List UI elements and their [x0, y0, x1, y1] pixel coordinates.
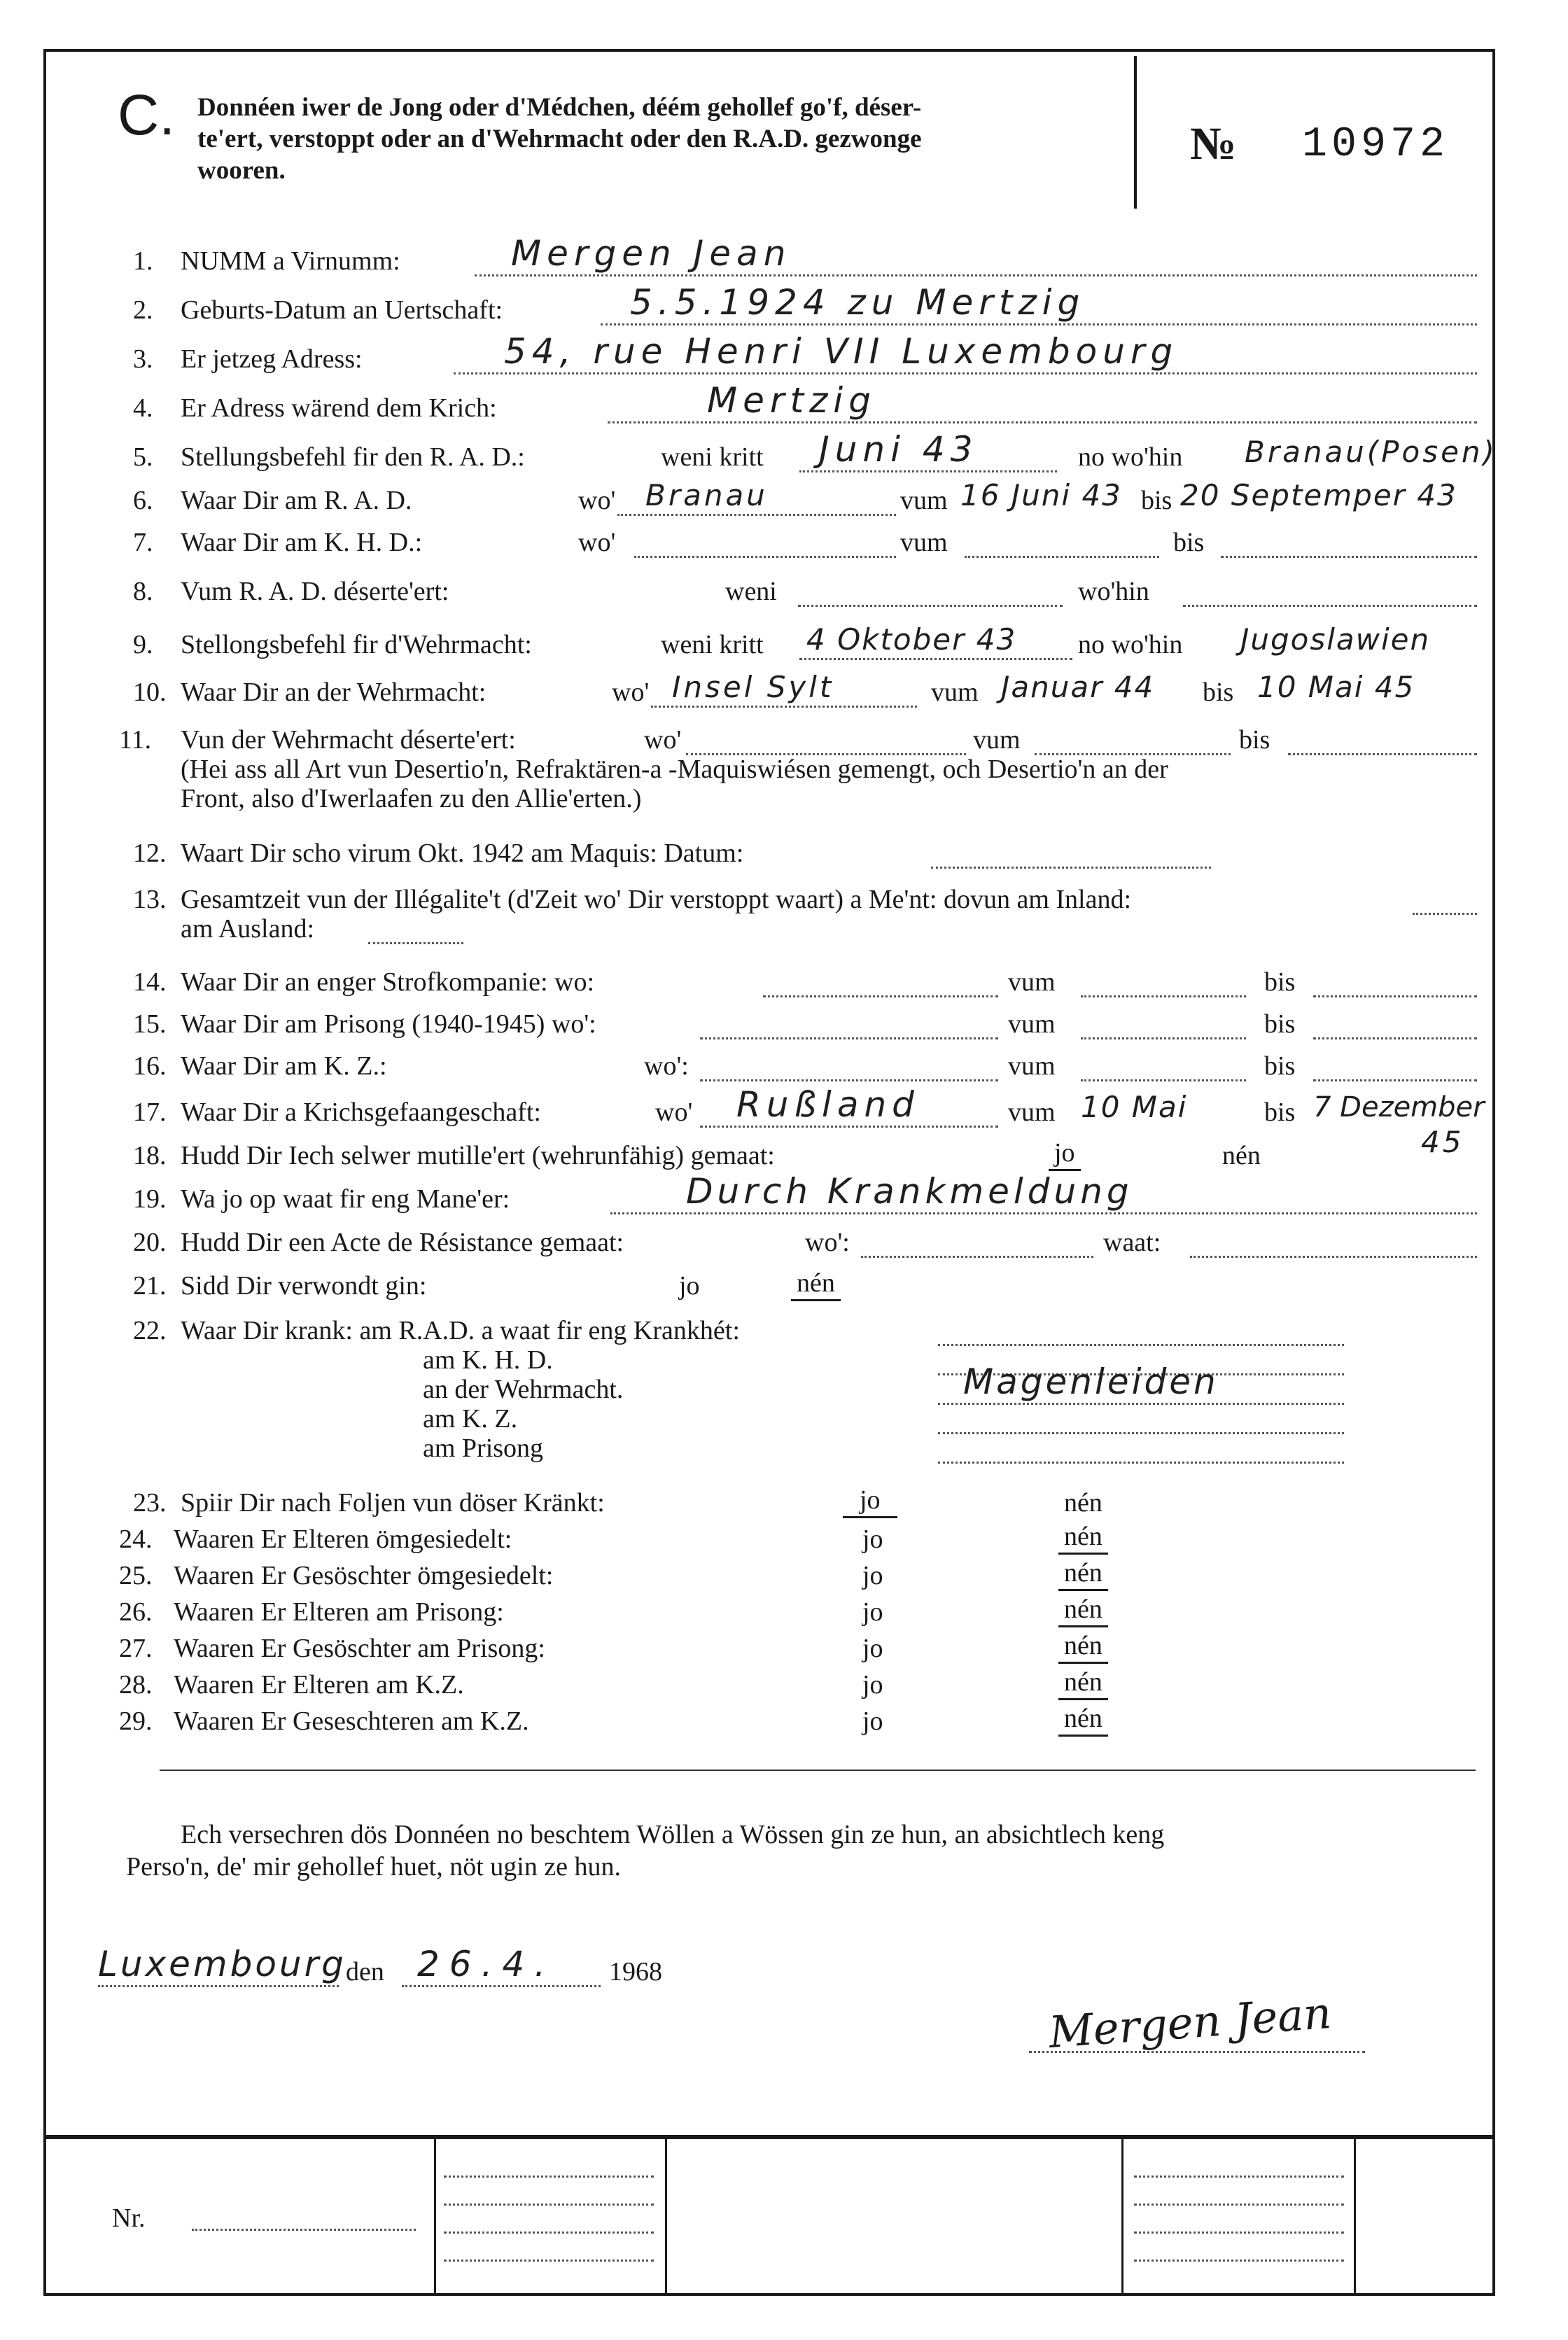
row-22-khd: am K. H. D. — [423, 1345, 553, 1375]
row-16-wo: wo': — [644, 1051, 689, 1081]
row-13-ausland-line — [368, 942, 463, 944]
row-7-number: 7. — [133, 528, 153, 557]
row-16-vum: vum — [1008, 1051, 1056, 1081]
footer-c1-line-2 — [444, 2204, 654, 2206]
row-29-label: Waaren Er Geseschteren am K.Z. — [174, 1707, 529, 1736]
rad-destination: Branau(Posen) — [1245, 435, 1497, 469]
row-2-label: Geburts-Datum an Uertschaft: — [181, 295, 503, 325]
header-divider — [1134, 56, 1137, 209]
row-4-number: 4. — [133, 393, 153, 423]
footer-col-3 — [1121, 2139, 1124, 2293]
row-22-prisong: am Prisong — [423, 1434, 544, 1463]
row-23-number: 23. — [133, 1488, 167, 1518]
row-20-wo-line — [861, 1256, 1093, 1258]
row-3-number: 3. — [133, 344, 153, 374]
row-14-vum: vum — [1008, 967, 1056, 997]
footer-c3-line-4 — [1134, 2260, 1344, 2262]
row-16-number: 16. — [133, 1051, 167, 1081]
wehrmacht-order-date: 4 Oktober 43 — [806, 622, 1017, 657]
row-7-bis: bis — [1173, 528, 1205, 557]
row-5-number: 5. — [133, 442, 153, 472]
row-19-label: Wa jo op waat fir eng Mane'er: — [181, 1184, 510, 1214]
row-23-nen: nén — [1064, 1488, 1102, 1518]
row-11-wo: wo' — [644, 725, 682, 755]
row-18-label: Hudd Dir Iech selwer mutille'ert (wehrunfähig) gemaat: — [181, 1141, 775, 1170]
row-21-jo: jo — [679, 1271, 700, 1301]
row-17-wo-line — [700, 1126, 998, 1128]
wehrmacht-from: Januar 44 — [1001, 670, 1155, 704]
row-10-number: 10. — [133, 678, 167, 707]
declaration-line-1: Ech versechren dös Donnéen no beschtem Wöllen a Wössen gin ze hun, an absichtlech keng — [181, 1820, 1165, 1849]
row-25-label: Waaren Er Gesöschter ömgesiedelt: — [174, 1561, 554, 1590]
row-17-number: 17. — [133, 1098, 167, 1127]
name-value: Mergen Jean — [511, 233, 792, 274]
footer-c3-line-3 — [1134, 2232, 1344, 2234]
row-1-line — [475, 274, 1477, 276]
wehrmacht-until: 10 Mai 45 — [1257, 670, 1415, 704]
declaration-separator — [160, 1770, 1476, 1771]
row-25-jo: jo — [862, 1561, 883, 1590]
method-value: Durch Krankmeldung — [686, 1171, 1133, 1212]
row-17-vum: vum — [1008, 1098, 1056, 1127]
row-4-label: Er Adress wärend dem Krich: — [181, 393, 497, 423]
row-8-weni: weni — [725, 577, 777, 606]
row-22-wehrmacht: an der Wehrmacht. — [423, 1375, 624, 1404]
row-5-weni: weni kritt — [661, 442, 764, 472]
wehrmacht-destination: Jugoslawien — [1240, 622, 1431, 657]
row-15-bis: bis — [1264, 1009, 1296, 1039]
row-21-number: 21. — [133, 1271, 167, 1301]
rad-until: 20 Septemper 43 — [1180, 478, 1457, 512]
row-20-waat: waat: — [1103, 1228, 1161, 1257]
row-24-number: 24. — [119, 1525, 153, 1554]
footer-c3-line-2 — [1134, 2204, 1344, 2206]
declaration-line-2: Perso'n, de' mir gehollef huet, nöt ugin ze hun. — [126, 1852, 622, 1882]
row-6-vum: vum — [900, 486, 948, 515]
row-17-label: Waar Dir a Krichsgefaangeschaft: — [181, 1098, 541, 1127]
row-16-bis: bis — [1264, 1051, 1296, 1081]
signing-date: 26.4. — [417, 1944, 556, 1984]
row-23-jo: jo — [843, 1484, 897, 1518]
number-symbol: № — [1190, 118, 1237, 169]
row-22-kz-line — [938, 1432, 1344, 1434]
footer-col-4 — [1354, 2139, 1356, 2293]
row-11-bis: bis — [1239, 725, 1270, 755]
row-29-number: 29. — [119, 1707, 153, 1736]
row-7-wo: wo' — [578, 528, 616, 557]
row-12-number: 12. — [133, 839, 167, 868]
footer-c1-line-4 — [444, 2260, 654, 2262]
section-letter: C. — [118, 83, 175, 147]
row-12-line — [931, 867, 1211, 869]
row-4-line — [608, 421, 1477, 423]
row-27-label: Waaren Er Gesöschter am Prisong: — [174, 1634, 545, 1663]
nr-line — [192, 2229, 416, 2231]
rad-from: 16 Juni 43 — [960, 478, 1122, 512]
row-20-waat-line — [1190, 1256, 1477, 1258]
row-25-nen: nén — [1058, 1557, 1108, 1591]
row-26-nen: nén — [1058, 1593, 1108, 1627]
row-8-wohin-line — [1183, 605, 1477, 607]
row-18-number: 18. — [133, 1141, 167, 1170]
footer-c1-line-3 — [444, 2232, 654, 2234]
den-label: den — [346, 1957, 384, 1987]
row-7-vum: vum — [900, 528, 948, 557]
row-27-nen: nén — [1058, 1630, 1108, 1664]
row-10-vum: vum — [931, 678, 979, 707]
footer-c3-line-1 — [1134, 2176, 1344, 2178]
row-13-label: Gesamtzeit vun der Illégalite't (d'Zeit wo' Dir verstoppt waart) a Me'nt: dovun am Inland: — [181, 885, 1132, 914]
row-16-bis-line — [1313, 1079, 1477, 1081]
row-11-vum: vum — [973, 725, 1021, 755]
row-14-bis-line — [1313, 995, 1477, 997]
row-5-weni-line — [799, 470, 1057, 472]
header-line-2: te'ert, verstoppt oder an d'Wehrmacht oder den R.A.D. gezwonge — [197, 125, 922, 153]
row-13-label-2: am Ausland: — [181, 914, 315, 944]
signing-year: 1968 — [609, 1957, 662, 1987]
row-21-label: Sidd Dir verwondt gin: — [181, 1271, 427, 1301]
row-22-rad-line — [938, 1344, 1344, 1346]
header-line-3: wooren. — [197, 156, 286, 185]
row-15-number: 15. — [133, 1009, 167, 1039]
captivity-place: Rußland — [736, 1084, 920, 1125]
row-11-note-2: Front, also d'Iwerlaafen zu den Allie'erten.) — [181, 784, 642, 813]
row-28-number: 28. — [119, 1670, 153, 1700]
row-3-line — [454, 372, 1477, 374]
row-22-wehrmacht-line — [938, 1403, 1344, 1405]
row-5-nowohin: no wo'hin — [1078, 442, 1183, 472]
row-7-vum-line — [965, 556, 1159, 558]
row-19-number: 19. — [133, 1184, 167, 1214]
row-13-inland-line — [1413, 913, 1477, 915]
birth-value: 5.5.1924 zu Mertzig — [630, 282, 1086, 323]
frame-right — [1492, 49, 1495, 2296]
row-9-weni: weni kritt — [661, 630, 764, 659]
rad-order-date: Juni 43 — [819, 429, 979, 470]
form-number: 10972 — [1302, 121, 1450, 169]
row-29-nen: nén — [1058, 1702, 1108, 1737]
row-15-bis-line — [1313, 1037, 1477, 1039]
row-8-wohin: wo'hin — [1078, 577, 1149, 606]
row-20-wo: wo': — [805, 1228, 850, 1257]
row-14-number: 14. — [133, 967, 167, 997]
captivity-until-year: 45 — [1421, 1125, 1464, 1159]
row-17-wo: wo' — [655, 1098, 693, 1127]
row-16-label: Waar Dir am K. Z.: — [181, 1051, 387, 1081]
row-28-label: Waaren Er Elteren am K.Z. — [174, 1670, 464, 1700]
row-11-label: Vun der Wehrmacht déserte'ert: — [181, 725, 516, 755]
row-26-number: 26. — [119, 1597, 153, 1627]
frame-bottom — [43, 2293, 1495, 2296]
row-8-number: 8. — [133, 577, 153, 606]
row-22-prisong-line — [938, 1462, 1344, 1464]
nr-label: Nr. — [112, 2204, 146, 2233]
footer-col-2 — [665, 2139, 667, 2293]
captivity-from: 10 Mai — [1081, 1090, 1188, 1124]
footer-top-rule — [43, 2135, 1495, 2139]
row-22-label: Waar Dir krank: am R.A.D. a waat fir eng Krankhét: — [181, 1316, 740, 1345]
row-28-jo: jo — [862, 1670, 883, 1700]
row-14-wo-line — [763, 995, 998, 997]
row-19-line — [610, 1212, 1477, 1214]
row-7-label: Waar Dir am K. H. D.: — [181, 528, 423, 557]
row-6-label: Waar Dir am R. A. D. — [181, 486, 412, 515]
row-13-number: 13. — [133, 885, 167, 914]
signing-place-line — [98, 1985, 339, 1987]
row-6-number: 6. — [133, 486, 153, 515]
row-16-wo-line — [700, 1079, 998, 1081]
row-24-label: Waaren Er Elteren ömgesiedelt: — [174, 1525, 512, 1554]
row-8-label: Vum R. A. D. déserte'ert: — [181, 577, 449, 606]
row-14-label: Waar Dir an enger Strofkompanie: wo: — [181, 967, 595, 997]
row-9-nowohin: no wo'hin — [1078, 630, 1183, 659]
row-7-bis-line — [1221, 556, 1477, 558]
row-5-label: Stellungsbefehl fir den R. A. D.: — [181, 442, 525, 472]
row-29-jo: jo — [862, 1707, 883, 1736]
row-1-number: 1. — [133, 246, 153, 276]
signature: Mergen Jean — [1046, 1987, 1334, 2059]
row-6-bis: bis — [1141, 486, 1172, 515]
row-11-bis-line — [1288, 753, 1477, 755]
row-28-nen: nén — [1058, 1666, 1108, 1700]
row-24-nen: nén — [1058, 1520, 1108, 1555]
row-20-label: Hudd Dir een Acte de Résistance gemaat: — [181, 1228, 624, 1257]
row-10-bis: bis — [1203, 678, 1234, 707]
row-1-label: NUMM a Virnumm: — [181, 246, 400, 276]
row-15-wo-line — [700, 1037, 998, 1039]
row-2-number: 2. — [133, 295, 153, 325]
row-15-vum: vum — [1008, 1009, 1056, 1039]
row-6-wo: wo' — [578, 486, 616, 515]
footer-col-1 — [434, 2139, 436, 2293]
row-10-label: Waar Dir an der Wehrmacht: — [181, 678, 486, 707]
row-16-vum-line — [1081, 1079, 1246, 1081]
row-7-wo-line — [634, 556, 896, 558]
row-26-label: Waaren Er Elteren am Prisong: — [174, 1597, 504, 1627]
illness-value: Magenleiden — [963, 1361, 1219, 1402]
row-12-label: Waart Dir scho virum Okt. 1942 am Maquis: Datum: — [181, 839, 744, 868]
wehrmacht-place: Insel Sylt — [672, 670, 834, 704]
row-22-kz: am K. Z. — [423, 1404, 518, 1434]
header-line-1: Donnéen iwer de Jong oder d'Médchen, déém gehollef go'f, déser- — [197, 93, 922, 122]
row-21-nen: nén — [791, 1267, 841, 1301]
row-15-vum-line — [1081, 1037, 1246, 1039]
signing-place: Luxembourg — [98, 1944, 346, 1984]
row-11-note-1: (Hei ass all Art vun Desertio'n, Refraktären-a -Maquiswiésen gemengt, och Desertio'n an der — [181, 755, 1168, 784]
row-2-line — [601, 323, 1477, 325]
footer-c1-line-1 — [444, 2176, 654, 2178]
row-25-number: 25. — [119, 1561, 153, 1590]
row-22-number: 22. — [133, 1316, 167, 1345]
frame-top — [43, 49, 1495, 52]
row-18-jo: jo — [1049, 1137, 1081, 1171]
row-27-jo: jo — [862, 1634, 883, 1663]
row-10-wo: wo' — [612, 678, 650, 707]
row-26-jo: jo — [862, 1597, 883, 1627]
row-18-nen: nén — [1222, 1141, 1261, 1170]
war-address-value: Mertzig — [707, 380, 876, 421]
row-8-weni-line — [798, 605, 1063, 607]
signing-date-line — [402, 1985, 601, 1987]
row-14-bis: bis — [1264, 967, 1296, 997]
row-20-number: 20. — [133, 1228, 167, 1257]
frame-left — [43, 49, 46, 2296]
row-15-label: Waar Dir am Prisong (1940-1945) wo': — [181, 1009, 596, 1039]
row-11-number: 11. — [119, 725, 152, 755]
row-27-number: 27. — [119, 1634, 153, 1663]
row-17-bis: bis — [1264, 1098, 1296, 1127]
rad-place: Branau — [645, 478, 768, 512]
row-23-label: Spiir Dir nach Foljen vun döser Kränkt: — [181, 1488, 605, 1518]
captivity-until: 7 Dezember — [1313, 1091, 1485, 1123]
address-value: 54, rue Henri VII Luxembourg — [504, 331, 1179, 372]
row-9-label: Stellongsbefehl fir d'Wehrmacht: — [181, 630, 532, 659]
row-14-vum-line — [1081, 995, 1246, 997]
row-24-jo: jo — [862, 1525, 883, 1554]
row-9-number: 9. — [133, 630, 153, 659]
row-3-label: Er jetzeg Adress: — [181, 344, 363, 374]
